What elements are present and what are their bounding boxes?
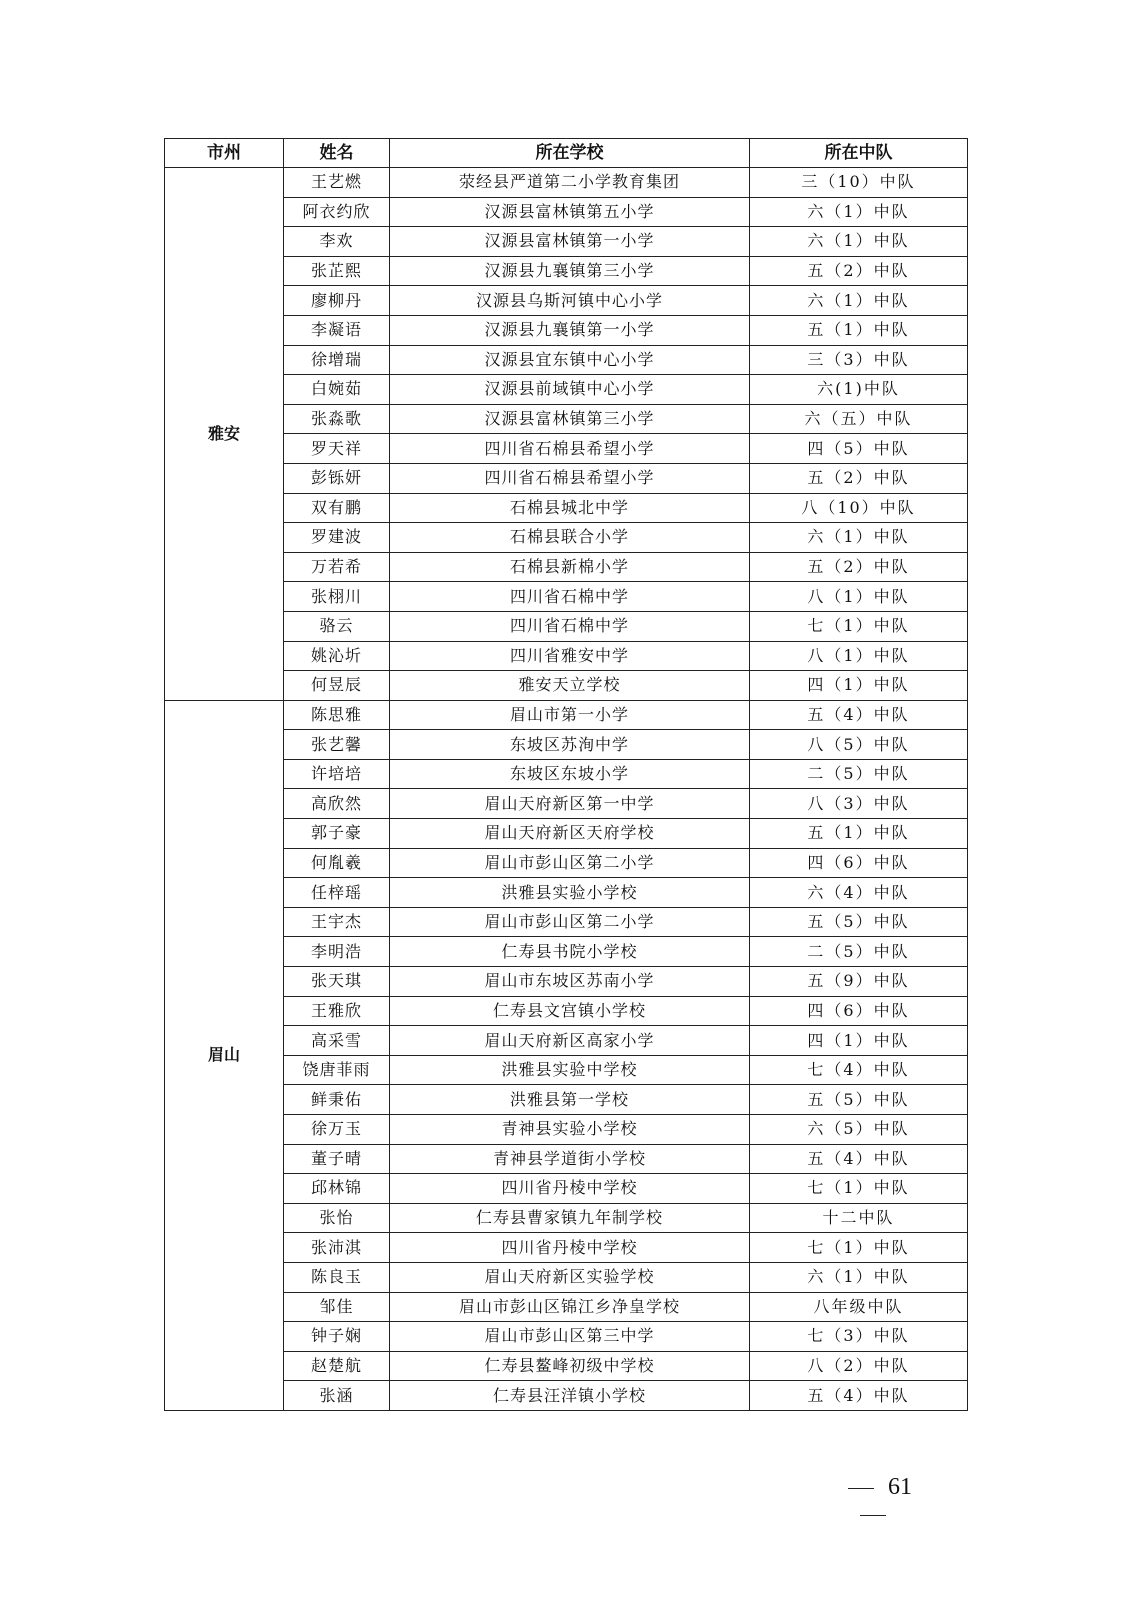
- squad-cell: 八（1）中队: [750, 641, 968, 671]
- school-cell: 汉源县九襄镇第一小学: [390, 315, 750, 345]
- squad-cell: 六（5）中队: [750, 1115, 968, 1145]
- squad-cell: 四（1）中队: [750, 1026, 968, 1056]
- table-row: [165, 256, 968, 286]
- school-cell: 眉山天府新区天府学校: [390, 819, 750, 849]
- table-row: [165, 434, 968, 464]
- student-name-cell: 钟子娴: [284, 1322, 390, 1352]
- table-row: [165, 523, 968, 553]
- student-name-cell: 高采雪: [284, 1026, 390, 1056]
- school-cell: 汉源县九襄镇第三小学: [390, 256, 750, 286]
- squad-cell: 七（1）中队: [750, 611, 968, 641]
- student-name-cell: 何昱辰: [284, 671, 390, 701]
- header-row: [165, 139, 968, 168]
- table-row: [165, 1322, 968, 1352]
- student-name-cell: 李欢: [284, 227, 390, 257]
- header-school: 所在学校: [390, 139, 750, 168]
- student-name-cell: 阿衣约欣: [284, 197, 390, 227]
- table-row: [165, 1262, 968, 1292]
- school-cell: 四川省丹棱中学校: [390, 1174, 750, 1204]
- squad-cell: 五（2）中队: [750, 463, 968, 493]
- squad-cell: 四（1）中队: [750, 671, 968, 701]
- squad-cell: 四（5）中队: [750, 434, 968, 464]
- squad-cell: 八（2）中队: [750, 1351, 968, 1381]
- squad-cell: 十二中队: [750, 1203, 968, 1233]
- squad-cell: 五（5）中队: [750, 1085, 968, 1115]
- table-row: [165, 878, 968, 908]
- school-cell: 荥经县严道第二小学教育集团: [390, 168, 750, 198]
- student-name-cell: 李明浩: [284, 937, 390, 967]
- school-cell: 眉山市彭山区第二小学: [390, 848, 750, 878]
- school-cell: 仁寿县书院小学校: [390, 937, 750, 967]
- squad-cell: 六（4）中队: [750, 878, 968, 908]
- school-cell: 仁寿县鳌峰初级中学校: [390, 1351, 750, 1381]
- student-name-cell: 王艺燃: [284, 168, 390, 198]
- table-row: [165, 227, 968, 257]
- student-name-cell: 赵楚航: [284, 1351, 390, 1381]
- school-cell: 四川省石棉中学: [390, 611, 750, 641]
- school-cell: 青神县实验小学校: [390, 1115, 750, 1145]
- squad-cell: 八（5）中队: [750, 730, 968, 760]
- school-cell: 汉源县宜东镇中心小学: [390, 345, 750, 375]
- squad-cell: 六（1）中队: [750, 227, 968, 257]
- squad-cell: 五（9）中队: [750, 967, 968, 997]
- student-name-cell: 陈思雅: [284, 700, 390, 730]
- squad-cell: 五（5）中队: [750, 907, 968, 937]
- school-cell: 四川省石棉县希望小学: [390, 434, 750, 464]
- squad-cell: 八（10）中队: [750, 493, 968, 523]
- student-name-cell: 郭子豪: [284, 819, 390, 849]
- school-cell: 石棉县联合小学: [390, 523, 750, 553]
- student-name-cell: 双有鹏: [284, 493, 390, 523]
- school-cell: 四川省石棉县希望小学: [390, 463, 750, 493]
- table-row: [165, 1292, 968, 1322]
- table-row: [165, 493, 968, 523]
- school-cell: 青神县学道街小学校: [390, 1144, 750, 1174]
- school-cell: 汉源县富林镇第三小学: [390, 404, 750, 434]
- student-name-cell: 张沛淇: [284, 1233, 390, 1263]
- table-row: [165, 1055, 968, 1085]
- squad-cell: 七（3）中队: [750, 1322, 968, 1352]
- table-row: [165, 1026, 968, 1056]
- table-row: [165, 1233, 968, 1263]
- table-row: [165, 1085, 968, 1115]
- table-row: [165, 671, 968, 701]
- squad-cell: 五（2）中队: [750, 552, 968, 582]
- table-row: [165, 848, 968, 878]
- school-cell: 石棉县城北中学: [390, 493, 750, 523]
- squad-cell: 七（1）中队: [750, 1174, 968, 1204]
- city-cell: 雅安: [165, 168, 284, 701]
- header-city: 市州: [165, 139, 284, 168]
- school-cell: 洪雅县第一学校: [390, 1085, 750, 1115]
- school-cell: 仁寿县汪洋镇小学校: [390, 1381, 750, 1411]
- page-number: [808, 1474, 938, 1528]
- table-row: [165, 789, 968, 819]
- table-row: [165, 345, 968, 375]
- table-row: [165, 996, 968, 1026]
- student-name-cell: 王雅欣: [284, 996, 390, 1026]
- student-name-cell: 徐增瑞: [284, 345, 390, 375]
- school-cell: 眉山市彭山区锦江乡净皇学校: [390, 1292, 750, 1322]
- table-row: [165, 1174, 968, 1204]
- school-cell: 东坡区东坡小学: [390, 759, 750, 789]
- page-dash-right: [860, 1515, 886, 1516]
- squad-cell: 六（五）中队: [750, 404, 968, 434]
- school-cell: 东坡区苏洵中学: [390, 730, 750, 760]
- squad-cell: 五（4）中队: [750, 1381, 968, 1411]
- squad-cell: 五（4）中队: [750, 1144, 968, 1174]
- school-cell: 汉源县富林镇第五小学: [390, 197, 750, 227]
- student-name-cell: 董子晴: [284, 1144, 390, 1174]
- school-cell: 雅安天立学校: [390, 671, 750, 701]
- student-name-cell: 鲜秉佑: [284, 1085, 390, 1115]
- student-name-cell: 骆云: [284, 611, 390, 641]
- student-name-cell: 彭铄妍: [284, 463, 390, 493]
- student-name-cell: 张涵: [284, 1381, 390, 1411]
- table-row: [165, 1115, 968, 1145]
- school-cell: 四川省雅安中学: [390, 641, 750, 671]
- squad-cell: 五（4）中队: [750, 700, 968, 730]
- student-name-cell: 万若希: [284, 552, 390, 582]
- school-cell: 眉山天府新区高家小学: [390, 1026, 750, 1056]
- table-row: [165, 375, 968, 405]
- school-cell: 四川省丹棱中学校: [390, 1233, 750, 1263]
- student-name-cell: 张芷熙: [284, 256, 390, 286]
- student-name-cell: 张栩川: [284, 582, 390, 612]
- student-name-cell: 邹佳: [284, 1292, 390, 1322]
- school-cell: 眉山市彭山区第三中学: [390, 1322, 750, 1352]
- squad-cell: 二（5）中队: [750, 937, 968, 967]
- table-row: [165, 700, 968, 730]
- school-cell: 汉源县富林镇第一小学: [390, 227, 750, 257]
- student-name-cell: 李凝语: [284, 315, 390, 345]
- table-row: [165, 286, 968, 316]
- student-name-cell: 姚沁圻: [284, 641, 390, 671]
- student-name-cell: 何胤羲: [284, 848, 390, 878]
- squad-cell: 四（6）中队: [750, 996, 968, 1026]
- squad-cell: 三（3）中队: [750, 345, 968, 375]
- student-name-cell: 张淼歌: [284, 404, 390, 434]
- table-row: [165, 1144, 968, 1174]
- roster-table: [164, 138, 968, 1411]
- student-name-cell: 饶唐菲雨: [284, 1055, 390, 1085]
- student-name-cell: 罗建波: [284, 523, 390, 553]
- table-row: [165, 315, 968, 345]
- student-name-cell: 任梓瑶: [284, 878, 390, 908]
- school-cell: 眉山市彭山区第二小学: [390, 907, 750, 937]
- student-name-cell: 张怡: [284, 1203, 390, 1233]
- table-row: [165, 967, 968, 997]
- school-cell: 四川省石棉中学: [390, 582, 750, 612]
- student-name-cell: 罗天祥: [284, 434, 390, 464]
- table-row: [165, 937, 968, 967]
- school-cell: 仁寿县文宫镇小学校: [390, 996, 750, 1026]
- table-row: [165, 611, 968, 641]
- table-row: [165, 197, 968, 227]
- table-row: [165, 168, 968, 198]
- student-name-cell: 高欣然: [284, 789, 390, 819]
- squad-cell: 八年级中队: [750, 1292, 968, 1322]
- squad-cell: 五（1）中队: [750, 315, 968, 345]
- squad-cell: 五（1）中队: [750, 819, 968, 849]
- student-name-cell: 许培培: [284, 759, 390, 789]
- student-name-cell: 张艺馨: [284, 730, 390, 760]
- squad-cell: 三（10）中队: [750, 168, 968, 198]
- roster-body: [165, 168, 968, 1411]
- page-number-value: 61: [888, 1474, 912, 1500]
- table-row: [165, 582, 968, 612]
- school-cell: 仁寿县曹家镇九年制学校: [390, 1203, 750, 1233]
- school-cell: 洪雅县实验小学校: [390, 878, 750, 908]
- school-cell: 眉山天府新区实验学校: [390, 1262, 750, 1292]
- squad-cell: 六（1）中队: [750, 1262, 968, 1292]
- table-row: [165, 730, 968, 760]
- squad-cell: 七（4）中队: [750, 1055, 968, 1085]
- student-name-cell: 陈良玉: [284, 1262, 390, 1292]
- student-name-cell: 邱林锦: [284, 1174, 390, 1204]
- table-row: [165, 819, 968, 849]
- squad-cell: 六(1)中队: [750, 375, 968, 405]
- table-row: [165, 907, 968, 937]
- table-row: [165, 552, 968, 582]
- table-row: [165, 1351, 968, 1381]
- student-name-cell: 廖柳丹: [284, 286, 390, 316]
- table-row: [165, 759, 968, 789]
- squad-cell: 二（5）中队: [750, 759, 968, 789]
- table-row: [165, 404, 968, 434]
- student-name-cell: 张天琪: [284, 967, 390, 997]
- school-cell: 眉山天府新区第一中学: [390, 789, 750, 819]
- city-cell: 眉山: [165, 700, 284, 1410]
- student-name-cell: 徐万玉: [284, 1115, 390, 1145]
- school-cell: 汉源县乌斯河镇中心小学: [390, 286, 750, 316]
- squad-cell: 四（6）中队: [750, 848, 968, 878]
- school-cell: 洪雅县实验中学校: [390, 1055, 750, 1085]
- squad-cell: 五（2）中队: [750, 256, 968, 286]
- school-cell: 石棉县新棉小学: [390, 552, 750, 582]
- squad-cell: 六（1）中队: [750, 523, 968, 553]
- squad-cell: 八（3）中队: [750, 789, 968, 819]
- squad-cell: 七（1）中队: [750, 1233, 968, 1263]
- header-squad: 所在中队: [750, 139, 968, 168]
- student-name-cell: 王宇杰: [284, 907, 390, 937]
- squad-cell: 八（1）中队: [750, 582, 968, 612]
- table-row: [165, 1203, 968, 1233]
- school-cell: 眉山市第一小学: [390, 700, 750, 730]
- table-row: [165, 641, 968, 671]
- header-name: 姓名: [284, 139, 390, 168]
- school-cell: 汉源县前域镇中心小学: [390, 375, 750, 405]
- squad-cell: 六（1）中队: [750, 197, 968, 227]
- squad-cell: 六（1）中队: [750, 286, 968, 316]
- student-name-cell: 白婉茹: [284, 375, 390, 405]
- page-dash-left: [848, 1488, 874, 1489]
- school-cell: 眉山市东坡区苏南小学: [390, 967, 750, 997]
- table-row: [165, 1381, 968, 1411]
- table-row: [165, 463, 968, 493]
